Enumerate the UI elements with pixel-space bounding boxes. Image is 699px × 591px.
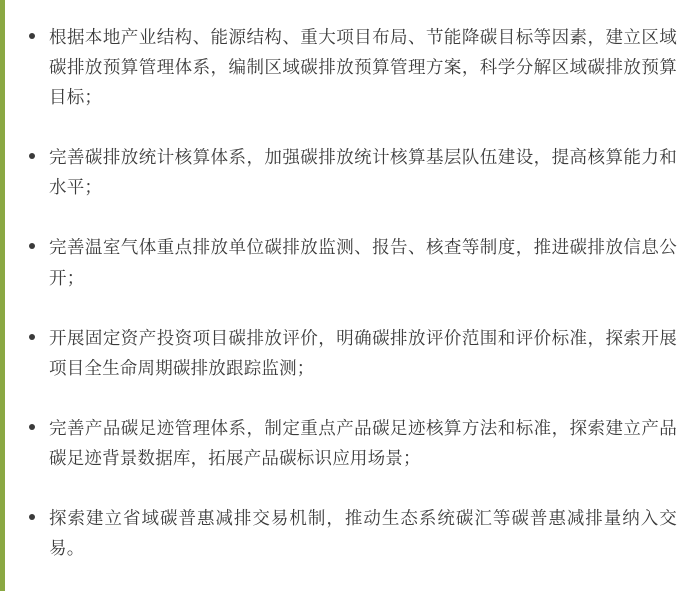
list-item-text: 完善温室气体重点排放单位碳排放监测、报告、核查等制度，推进碳排放信息公开； — [49, 237, 677, 288]
bullet-point-icon — [29, 153, 35, 159]
bullet-point-icon — [29, 334, 35, 340]
list-item — [23, 232, 677, 292]
list-item-text: 开展固定资产投资项目碳排放评价，明确碳排放评价范围和评价标准，探索开展项目全生命周期碳排放跟踪监测； — [49, 327, 677, 378]
list-item-text: 探索建立省域碳普惠减排交易机制，推动生态系统碳汇等碳普惠减排量纳入交易。 — [49, 508, 677, 559]
list-item — [23, 22, 677, 112]
list-item-text: 完善碳排放统计核算体系，加强碳排放统计核算基层队伍建设，提高核算能力和水平； — [49, 147, 677, 198]
list-item — [23, 503, 677, 563]
document-content — [5, 0, 699, 591]
list-item-text: 完善产品碳足迹管理体系，制定重点产品碳足迹核算方法和标准，探索建立产品碳足迹背景数据库，拓展产品碳标识应用场景； — [49, 417, 677, 468]
bullet-point-icon — [29, 424, 35, 430]
bullet-point-icon — [29, 243, 35, 249]
policy-measures-list — [23, 22, 677, 563]
bullet-point-icon — [29, 33, 35, 39]
list-item — [23, 323, 677, 383]
list-item — [23, 413, 677, 473]
list-item — [23, 142, 677, 202]
bullet-point-icon — [29, 514, 35, 520]
list-item-text: 根据本地产业结构、能源结构、重大项目布局、节能降碳目标等因素，建立区域碳排放预算管理体系，编制区域碳排放预算管理方案，科学分解区域碳排放预算目标； — [49, 27, 677, 108]
